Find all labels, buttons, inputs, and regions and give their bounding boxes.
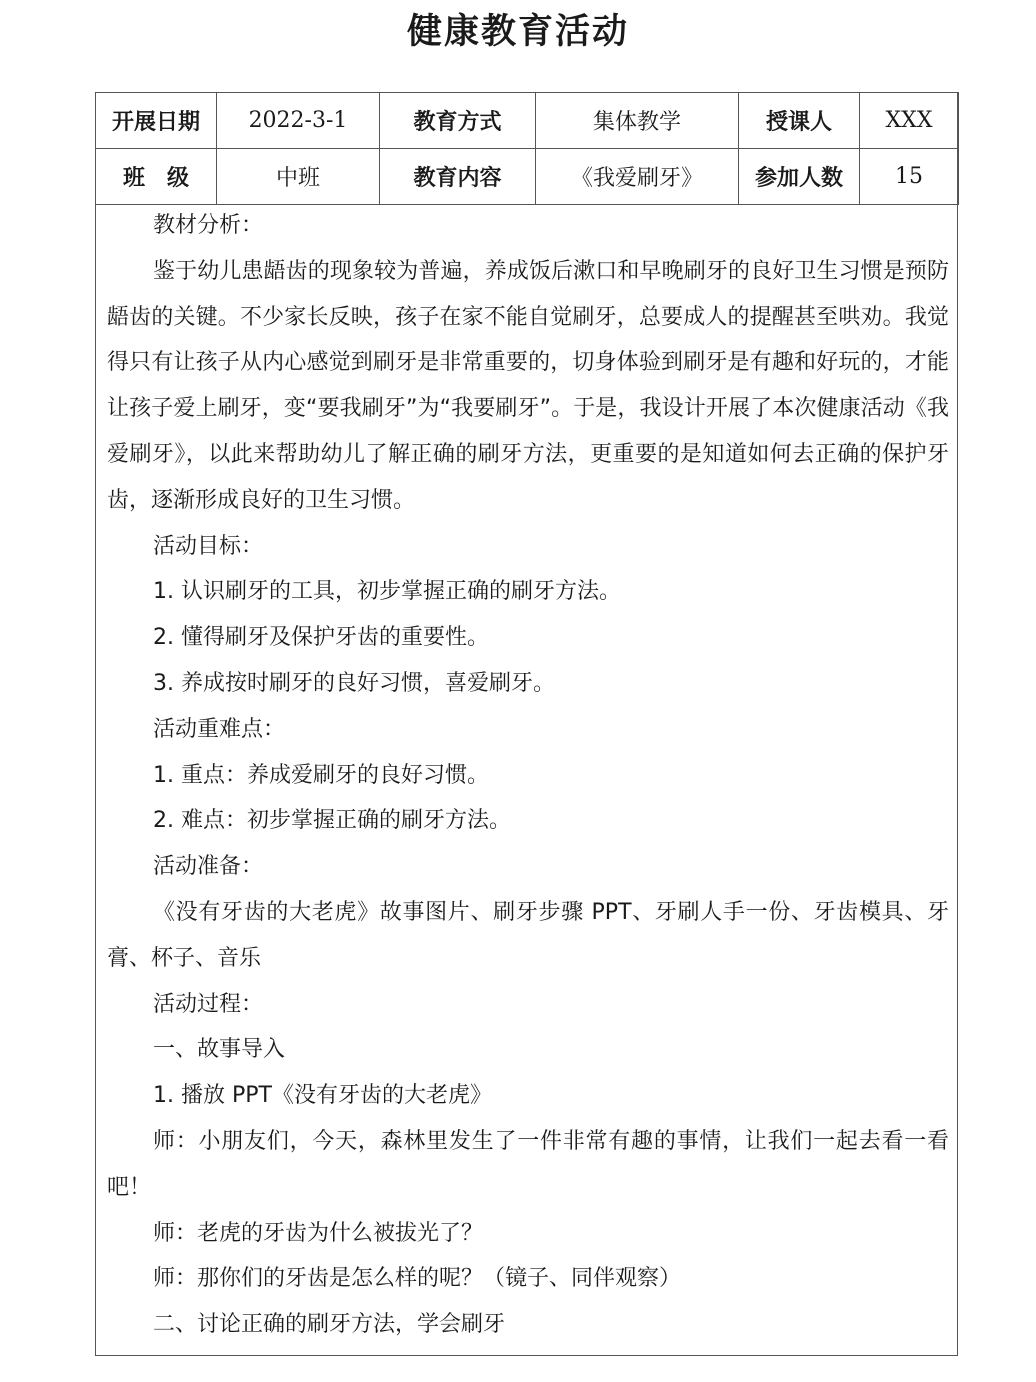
goal-item: 1. 认识刷牙的工具，初步掌握正确的刷牙方法。 (153, 579, 621, 605)
content-label: 教育内容 (380, 149, 536, 205)
content-value: 《我爱刷牙》 (536, 149, 739, 205)
process-step: 1. 播放 PPT《没有牙齿的大老虎》 (153, 1083, 492, 1109)
lesson-content (107, 203, 949, 1348)
dialogue-line: 师：老虎的牙齿为什么被拔光了？ (153, 1220, 484, 1246)
goal-item: 3. 养成按时刷牙的良好习惯，喜爱刷牙。 (153, 670, 555, 696)
key-point-item: 1. 重点：养成爱刷牙的良好习惯。 (153, 762, 489, 788)
document-title: 健康教育活动 (406, 12, 629, 52)
date-value: 2022-3-1 (217, 93, 380, 149)
process-section-title: 一、故事导入 (153, 1037, 286, 1063)
count-label: 参加人数 (739, 149, 860, 205)
goal-item: 2. 懂得刷牙及保护牙齿的重要性。 (153, 625, 489, 651)
process-heading: 活动过程： (153, 991, 264, 1017)
method-label: 教育方式 (380, 93, 536, 149)
class-label: 班 级 (96, 149, 217, 205)
method-value: 集体教学 (536, 93, 739, 149)
count-value: 15 (860, 149, 959, 205)
date-label: 开展日期 (96, 93, 217, 149)
goals-heading: 活动目标： (153, 533, 264, 559)
teacher-label: 授课人 (739, 93, 860, 149)
analysis-paragraph: 鉴于幼儿患龉齿的现象较为普遍，养成饭后漱口和早晚刷牙的良好卫生习惯是预防龉齿的关键。不少家长反映，孩子在家不能自觉刷牙，总要成人的提醒甚至哄劝。我觉得只有让孩子从内心感觉到刷牙是非常重要的，切身体验到刷牙是有趣和好玩的，才能让孩子爱上刷牙，变“要我刷牙”为“我要刷牙”。于是，我设计开展了本次健康活动《我爱刷牙》，以此来帮助幼儿了解正确的刷牙方法，更重要的是知道如何去正确的保护牙齿，逐渐形成良好的卫生习惯。 (107, 258, 949, 513)
teacher-value: XXX (860, 93, 959, 149)
dialogue-line: 师：小朋友们，今天，森林里发生了一件非常有趣的事情，让我们一起去看一看吧！ (107, 1128, 949, 1200)
analysis-heading: 教材分析： (153, 213, 264, 238)
info-table (95, 92, 959, 205)
info-row-1 (96, 93, 959, 149)
info-row-2 (96, 149, 959, 205)
key-point-item: 2. 难点：初步掌握正确的刷牙方法。 (153, 808, 511, 834)
preparation-heading: 活动准备： (153, 854, 264, 880)
process-section-title: 二、讨论正确的刷牙方法，学会刷牙 (153, 1312, 506, 1338)
key-points-heading: 活动重难点： (153, 716, 286, 742)
preparation-paragraph: 《没有牙齿的大老虎》故事图片、刷牙步骤 PPT、牙刷人手一份、牙齿模具、牙膏、杯子、音乐 (107, 899, 949, 971)
dialogue-line: 师：那你们的牙齿是怎么样的呢？（镜子、同伴观察） (153, 1266, 682, 1292)
class-value: 中班 (217, 149, 380, 205)
